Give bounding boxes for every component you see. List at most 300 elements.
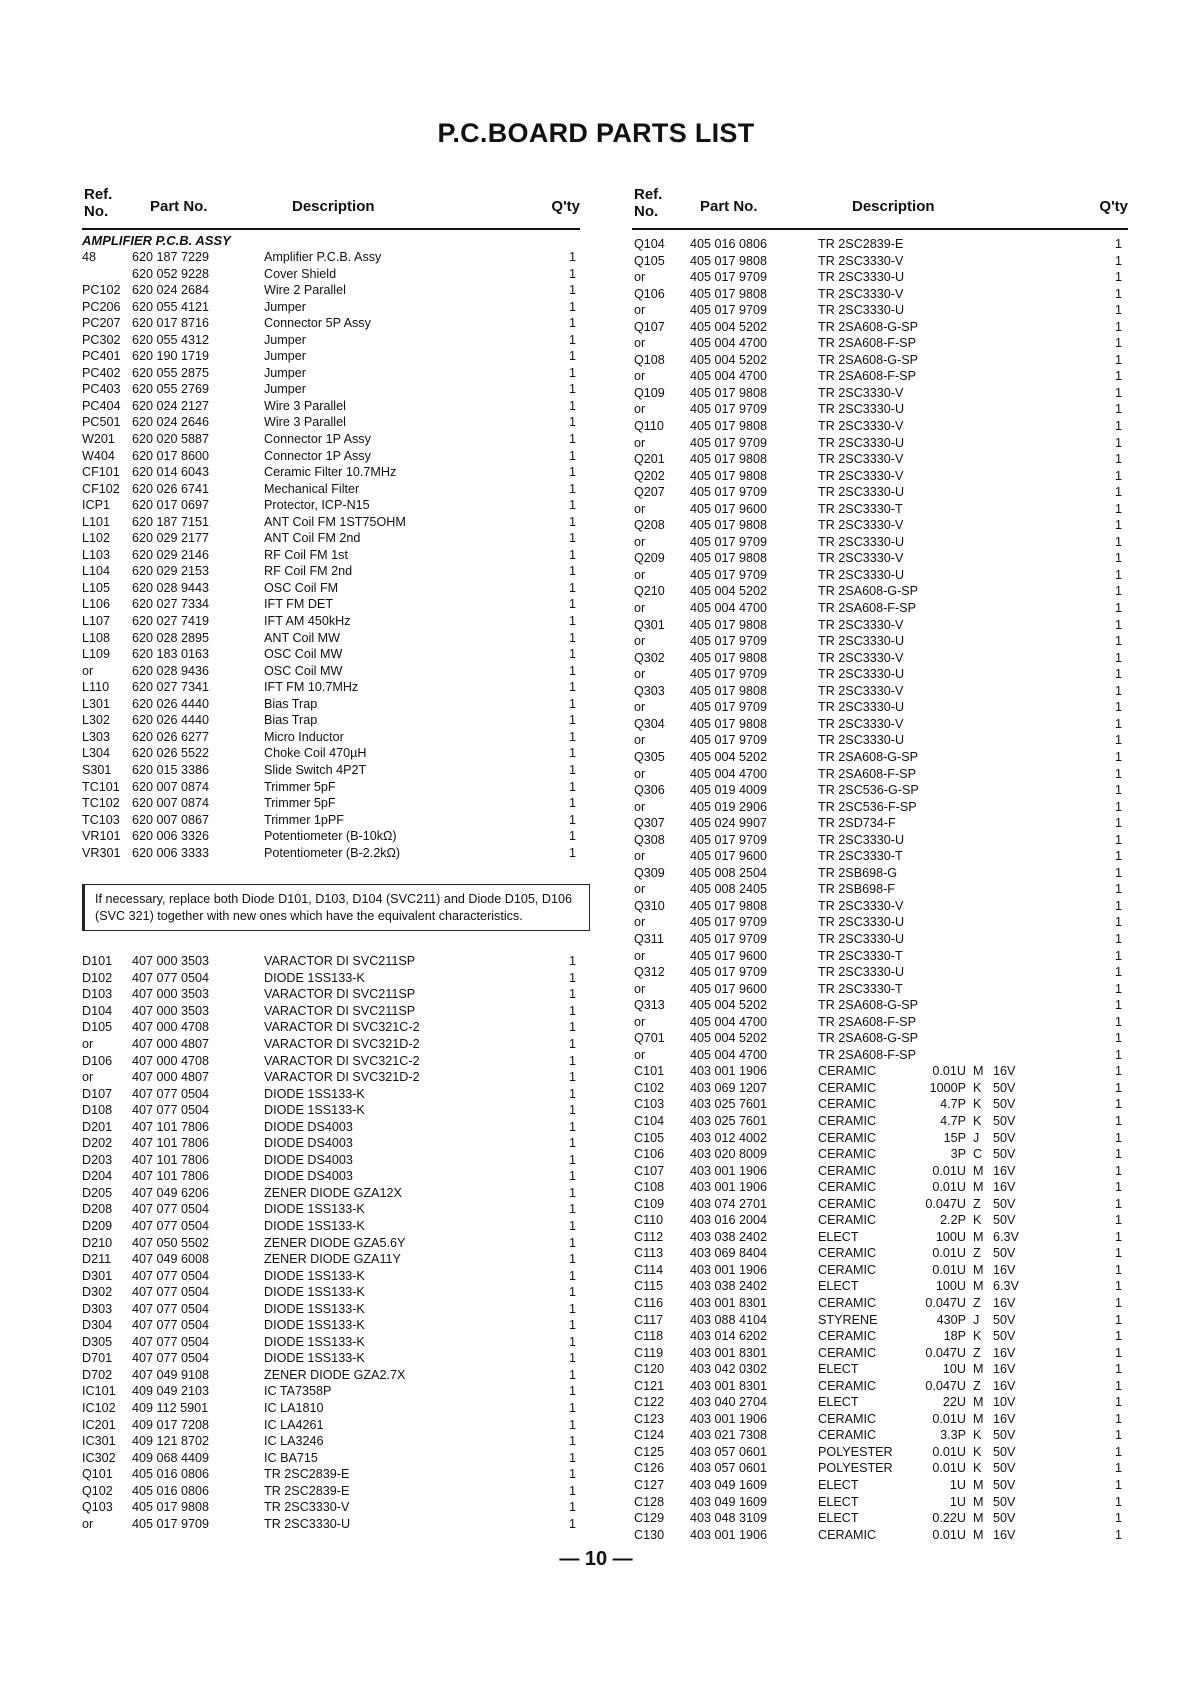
part-no: 405 017 9600: [690, 948, 768, 963]
ref-no: D107: [82, 1086, 113, 1101]
description: TR 2SC3330-U: [818, 435, 905, 450]
ref-no: C108: [634, 1180, 665, 1195]
ref-no: Q106: [634, 286, 665, 301]
description: DIODE 1SS133-K: [264, 1103, 365, 1118]
quantity: 1: [1114, 1047, 1122, 1062]
table-row: [632, 567, 1128, 584]
quantity: 1: [1114, 1478, 1122, 1493]
part-no: 407 077 0504: [132, 1285, 210, 1300]
ref-no: L102: [82, 531, 111, 546]
quantity: 1: [568, 1103, 576, 1118]
part-no: 403 001 1906: [690, 1262, 768, 1277]
table-row: [82, 812, 580, 829]
ref-no: PC207: [82, 316, 121, 331]
description: DIODE 1SS133-K: [264, 1086, 365, 1101]
part-no: 407 101 7806: [132, 1152, 210, 1167]
table-row: [82, 580, 580, 597]
part-no: 620 024 2127: [132, 398, 210, 413]
ref-no: D205: [82, 1185, 113, 1200]
ref-no: C104: [634, 1113, 665, 1128]
quantity: 1: [1114, 1196, 1122, 1211]
description: VARACTOR DI SVC211SP: [264, 1003, 416, 1018]
parts-list-right: [632, 236, 1128, 1543]
part-no: 405 008 2405: [690, 882, 768, 897]
part-no: 620 017 0697: [132, 498, 210, 513]
ref-no: C129: [634, 1511, 665, 1526]
table-row: [632, 1312, 1128, 1329]
part-no: 403 021 7308: [690, 1428, 768, 1443]
quantity: 1: [1114, 352, 1122, 367]
description: IC LA4261: [264, 1417, 324, 1432]
ref-no: C121: [634, 1378, 665, 1393]
description: VARACTOR DI SVC211SP: [264, 954, 416, 969]
quantity: 1: [568, 465, 576, 480]
table-row: [632, 435, 1128, 452]
table-row: [632, 600, 1128, 617]
ref-no: C110: [634, 1213, 664, 1228]
part-no: 403 057 0601: [690, 1444, 768, 1459]
part-no: 620 006 3326: [132, 829, 210, 844]
description: TR 2SA608-G-SP: [818, 352, 919, 367]
description: Wire 3 Parallel: [264, 415, 346, 430]
part-no: 620 007 0867: [132, 812, 210, 827]
quantity: 1: [568, 796, 576, 811]
table-row: [632, 484, 1128, 501]
quantity: 1: [568, 481, 576, 496]
table-row: [632, 1361, 1128, 1378]
table-header: [632, 186, 1128, 230]
quantity: 1: [568, 349, 576, 364]
part-no: 405 017 9709: [132, 1516, 210, 1531]
header-description: Description: [292, 198, 375, 215]
part-no: 407 077 0504: [132, 1301, 210, 1316]
quantity: 1: [568, 1367, 576, 1382]
table-row: [82, 448, 580, 465]
description: TR 2SC3330-T: [818, 849, 903, 864]
part-no: 405 016 0806: [132, 1483, 210, 1498]
ref-no: C120: [634, 1362, 665, 1377]
part-no: 407 049 9108: [132, 1367, 210, 1382]
table-row: [632, 766, 1128, 783]
value: 0.01U: [932, 1163, 966, 1178]
description: ELECT: [818, 1229, 859, 1244]
description: TR 2SA608-G-SP: [818, 1031, 919, 1046]
table-row: [632, 1096, 1128, 1113]
quantity: 1: [1114, 286, 1122, 301]
ref-no: or: [634, 915, 646, 930]
table-row: [632, 1245, 1128, 1262]
description: CERAMIC: [818, 1196, 877, 1211]
ref-no: L110: [82, 680, 110, 695]
ref-no: or: [634, 948, 646, 963]
value: 0.22U: [932, 1511, 966, 1526]
ref-no: or: [634, 534, 646, 549]
part-no: 403 049 1609: [690, 1494, 768, 1509]
table-row: [632, 269, 1128, 286]
quantity: 1: [568, 1467, 576, 1482]
tolerance: M: [973, 1395, 984, 1410]
ref-no: C116: [634, 1296, 664, 1310]
quantity: 1: [568, 415, 576, 430]
part-no: 407 000 3503: [132, 987, 210, 1002]
description: DIODE DS4003: [264, 1169, 353, 1184]
ref-no: Q313: [634, 998, 665, 1013]
description: TR 2SA608-F-SP: [818, 369, 916, 384]
quantity: 1: [1114, 468, 1122, 483]
part-no: 620 017 8600: [132, 448, 210, 463]
table-row: [632, 617, 1128, 634]
part-no: 405 004 4700: [690, 1047, 768, 1062]
table-row: [82, 779, 580, 796]
table-row: [82, 381, 580, 398]
quantity: 1: [1114, 1130, 1122, 1145]
table-row: [82, 1383, 580, 1400]
table-row: [82, 398, 580, 415]
quantity: 1: [1114, 551, 1122, 566]
table-row: [82, 497, 580, 514]
description: TR 2SC2839-E: [818, 237, 904, 251]
quantity: 1: [568, 1086, 576, 1101]
quantity: 1: [1114, 501, 1122, 516]
part-no: 620 029 2153: [132, 564, 210, 579]
table-row: [632, 1295, 1128, 1312]
description: TR 2SA608-F-SP: [818, 1047, 916, 1062]
table-row: [632, 1477, 1128, 1494]
table-row: [82, 332, 580, 349]
table-row: [82, 464, 580, 481]
table-row: [632, 1444, 1128, 1461]
table-row: [82, 1218, 580, 1235]
ref-no: Q207: [634, 485, 665, 500]
table-row: [82, 1417, 580, 1434]
description: TR 2SC3330-U: [818, 402, 905, 417]
quantity: 1: [1114, 1444, 1122, 1459]
table-row: [82, 563, 580, 580]
part-no: 405 004 4700: [690, 766, 768, 781]
description: TR 2SC536-G-SP: [818, 783, 919, 798]
part-no: 405 017 9709: [690, 435, 768, 450]
ref-no: D108: [82, 1103, 113, 1118]
part-no: 405 004 5202: [690, 998, 768, 1013]
description: ELECT: [818, 1494, 859, 1509]
quantity: 1: [1114, 1080, 1122, 1095]
table-row: [82, 249, 580, 266]
part-no: 405 017 9600: [690, 501, 768, 516]
part-no: 409 049 2103: [132, 1384, 210, 1399]
tolerance: M: [973, 1494, 984, 1509]
part-no: 405 017 9808: [690, 385, 768, 400]
table-row: [82, 646, 580, 663]
description: DIODE 1SS133-K: [264, 1285, 365, 1300]
part-no: 405 004 5202: [690, 749, 768, 764]
part-no: 405 004 5202: [690, 319, 768, 334]
quantity: 1: [1114, 1461, 1122, 1476]
table-row: [632, 352, 1128, 369]
description: VARACTOR DI SVC321D-2: [264, 1036, 420, 1051]
ref-no: or: [634, 1014, 646, 1029]
description: ELECT: [818, 1362, 859, 1377]
voltage: 50V: [993, 1147, 1016, 1162]
description: DIODE 1SS133-K: [264, 970, 365, 985]
table-row: [82, 1466, 580, 1483]
description: OSC Coil MW: [264, 647, 343, 662]
table-row: [632, 832, 1128, 849]
quantity: 1: [1114, 915, 1122, 930]
description: CERAMIC: [818, 1296, 877, 1310]
quantity: 1: [1114, 816, 1122, 831]
table-row: [82, 1135, 580, 1152]
description: TR 2SC2839-E: [264, 1483, 350, 1498]
part-no: 620 055 2875: [132, 365, 210, 380]
table-row: [82, 1003, 580, 1020]
value: 4.7P: [940, 1113, 966, 1128]
description: TR 2SA608-F-SP: [818, 1014, 916, 1029]
voltage: 50V: [993, 1246, 1016, 1261]
ref-no: or: [634, 336, 646, 351]
table-row: [632, 1179, 1128, 1196]
quantity: 1: [1114, 402, 1122, 417]
ref-no: W201: [82, 432, 115, 447]
part-no: 407 077 0504: [132, 1086, 210, 1101]
quantity: 1: [568, 266, 576, 281]
ref-no: D211: [82, 1252, 112, 1267]
part-no: 403 088 4104: [690, 1312, 768, 1327]
value: 22U: [942, 1395, 966, 1410]
table-row: [632, 1080, 1128, 1097]
ref-no: Q110: [634, 419, 664, 434]
part-no: 405 004 4700: [690, 369, 768, 384]
part-no: 409 121 8702: [132, 1434, 210, 1449]
table-row: [82, 1367, 580, 1384]
quantity: 1: [568, 1235, 576, 1250]
description: ANT Coil FM 2nd: [264, 531, 361, 546]
description: TR 2SC3330-U: [818, 832, 905, 847]
description: Connector 5P Assy: [264, 316, 371, 331]
table-row: [632, 716, 1128, 733]
quantity: 1: [568, 1516, 576, 1531]
quantity: 1: [568, 1036, 576, 1051]
table-row: [632, 401, 1128, 418]
table-row: [82, 266, 580, 283]
quantity: 1: [568, 1185, 576, 1200]
description: CERAMIC: [818, 1180, 877, 1195]
ref-no: Q311: [634, 931, 664, 946]
table-row: [632, 418, 1128, 435]
part-no: 405 017 9709: [690, 915, 768, 930]
part-no: 405 017 9808: [690, 551, 768, 566]
description: Bias Trap: [264, 713, 318, 728]
part-no: 407 077 0504: [132, 1318, 210, 1333]
part-no: 403 040 2704: [690, 1395, 768, 1410]
quantity: 1: [1114, 1362, 1122, 1377]
table-row: [632, 1262, 1128, 1279]
part-no: 403 042 0302: [690, 1362, 768, 1377]
part-no: 405 017 9808: [690, 253, 768, 268]
quantity: 1: [1114, 634, 1122, 649]
description: Trimmer 1pPF: [264, 812, 344, 827]
voltage: 50V: [993, 1196, 1016, 1211]
quantity: 1: [568, 1152, 576, 1167]
table-row: [82, 762, 580, 779]
part-no: 407 077 0504: [132, 1218, 210, 1233]
quantity: 1: [568, 1070, 576, 1085]
description: Jumper: [264, 349, 306, 364]
voltage: 16V: [993, 1064, 1016, 1079]
description: TR 2SC3330-V: [818, 650, 904, 665]
header-part-no: Part No.: [150, 198, 208, 215]
ref-no: L109: [82, 647, 111, 662]
description: TR 2SC3330-U: [818, 303, 905, 318]
quantity: 1: [1114, 783, 1122, 798]
part-no: 403 016 2004: [690, 1213, 768, 1228]
value: 2.2P: [940, 1213, 966, 1228]
part-no: 407 000 4708: [132, 1053, 210, 1068]
quantity: 1: [568, 729, 576, 744]
tolerance: M: [973, 1163, 984, 1178]
table-row: [82, 1119, 580, 1136]
ref-no: L104: [82, 564, 111, 579]
quantity: 1: [1114, 882, 1122, 897]
quantity: 1: [568, 514, 576, 529]
value: 0.01U: [932, 1444, 966, 1459]
description: TR 2SC3330-T: [818, 981, 903, 996]
ref-no: L101: [82, 514, 111, 529]
quantity: 1: [568, 1301, 576, 1316]
part-no: 403 038 2402: [690, 1279, 768, 1294]
ref-no: CF102: [82, 481, 120, 496]
part-no: 407 049 6008: [132, 1252, 210, 1267]
quantity: 1: [568, 845, 576, 860]
table-row: [632, 1527, 1128, 1544]
quantity: 1: [1114, 385, 1122, 400]
quantity: 1: [568, 663, 576, 678]
quantity: 1: [1114, 1527, 1122, 1542]
quantity: 1: [1114, 1296, 1122, 1310]
part-no: 620 029 2177: [132, 531, 210, 546]
ref-no: or: [634, 270, 646, 285]
part-no: 403 025 7601: [690, 1097, 768, 1112]
ref-no: or: [82, 1036, 94, 1051]
ref-no: 48: [82, 250, 97, 264]
part-no: 620 190 1719: [132, 349, 210, 364]
quantity: 1: [568, 1169, 576, 1184]
description: Slide Switch 4P2T: [264, 762, 367, 777]
value: 15P: [943, 1130, 966, 1145]
table-row: [82, 1516, 580, 1533]
description: DIODE 1SS133-K: [264, 1301, 365, 1316]
quantity: 1: [1114, 1262, 1122, 1277]
part-no: 407 077 0504: [132, 1351, 210, 1366]
part-no: 620 017 8716: [132, 316, 210, 331]
table-row: [82, 481, 580, 498]
part-no: 403 012 4002: [690, 1130, 768, 1145]
description: TR 2SB698-F: [818, 882, 895, 897]
table-row: [632, 1163, 1128, 1180]
part-no: 405 017 9709: [690, 567, 768, 582]
description: TR 2SC3330-T: [818, 501, 903, 516]
header-ref: Ref. No.: [634, 186, 663, 220]
ref-no: or: [634, 849, 646, 864]
table-row: [82, 547, 580, 564]
description: TR 2SC3330-U: [818, 667, 905, 682]
description: TR 2SC3330-V: [818, 385, 904, 400]
part-no: 403 001 1906: [690, 1527, 768, 1542]
quantity: 1: [1114, 799, 1122, 814]
table-row: [632, 1212, 1128, 1229]
ref-no: or: [634, 501, 646, 516]
ref-no: D204: [82, 1169, 113, 1184]
table-row: [632, 1047, 1128, 1064]
quantity: 1: [568, 332, 576, 347]
ref-no: D208: [82, 1202, 113, 1217]
table-row: [632, 1196, 1128, 1213]
ref-no: L103: [82, 547, 111, 562]
part-no: 409 017 7208: [132, 1417, 210, 1432]
section-title: AMPLIFIER P.C.B. ASSY: [82, 233, 231, 248]
ref-no: C109: [634, 1196, 665, 1211]
table-row: [82, 745, 580, 762]
quantity: 1: [1114, 749, 1122, 764]
description: Wire 3 Parallel: [264, 398, 346, 413]
quantity: 1: [1114, 1246, 1122, 1261]
quantity: 1: [568, 1318, 576, 1333]
quantity: 1: [568, 283, 576, 298]
description: TR 2SA608-G-SP: [818, 319, 919, 334]
quantity: 1: [1114, 1279, 1122, 1294]
description: DIODE DS4003: [264, 1152, 353, 1167]
description: TR 2SC3330-U: [818, 270, 905, 285]
part-no: 407 077 0504: [132, 1268, 210, 1283]
table-row: [82, 1036, 580, 1053]
quantity: 1: [568, 1119, 576, 1134]
part-no: 620 006 3333: [132, 845, 210, 860]
quantity: 1: [1114, 617, 1122, 632]
part-no: 405 017 9709: [690, 534, 768, 549]
quantity: 1: [568, 762, 576, 777]
table-row: [632, 1411, 1128, 1428]
table-row: [632, 302, 1128, 319]
ref-no: Q208: [634, 518, 665, 533]
voltage: 16V: [993, 1378, 1016, 1393]
description: CERAMIC: [818, 1113, 877, 1128]
part-no: 405 017 9808: [690, 617, 768, 632]
description: Jumper: [264, 365, 306, 380]
ref-no: VR301: [82, 845, 121, 860]
right-column: [632, 186, 1128, 1543]
part-no: 403 057 0601: [690, 1461, 768, 1476]
quantity: 1: [568, 746, 576, 761]
tolerance: M: [973, 1229, 984, 1244]
table-row: [632, 368, 1128, 385]
ref-no: C127: [634, 1478, 665, 1493]
description: Trimmer 5pF: [264, 779, 336, 794]
table-row: [632, 1378, 1128, 1395]
voltage: 50V: [993, 1494, 1016, 1509]
description: TR 2SC3330-V: [818, 286, 904, 301]
quantity: 1: [568, 580, 576, 595]
quantity: 1: [1114, 1511, 1122, 1526]
table-row: [632, 236, 1128, 253]
part-no: 620 015 3386: [132, 762, 210, 777]
ref-no: or: [634, 1047, 646, 1062]
quantity: 1: [1114, 534, 1122, 549]
table-row: [632, 534, 1128, 551]
table-row: [632, 1460, 1128, 1477]
table-row: [632, 683, 1128, 700]
quantity: 1: [1114, 485, 1122, 500]
description: Wire 2 Parallel: [264, 283, 346, 298]
quantity: 1: [1114, 1014, 1122, 1029]
